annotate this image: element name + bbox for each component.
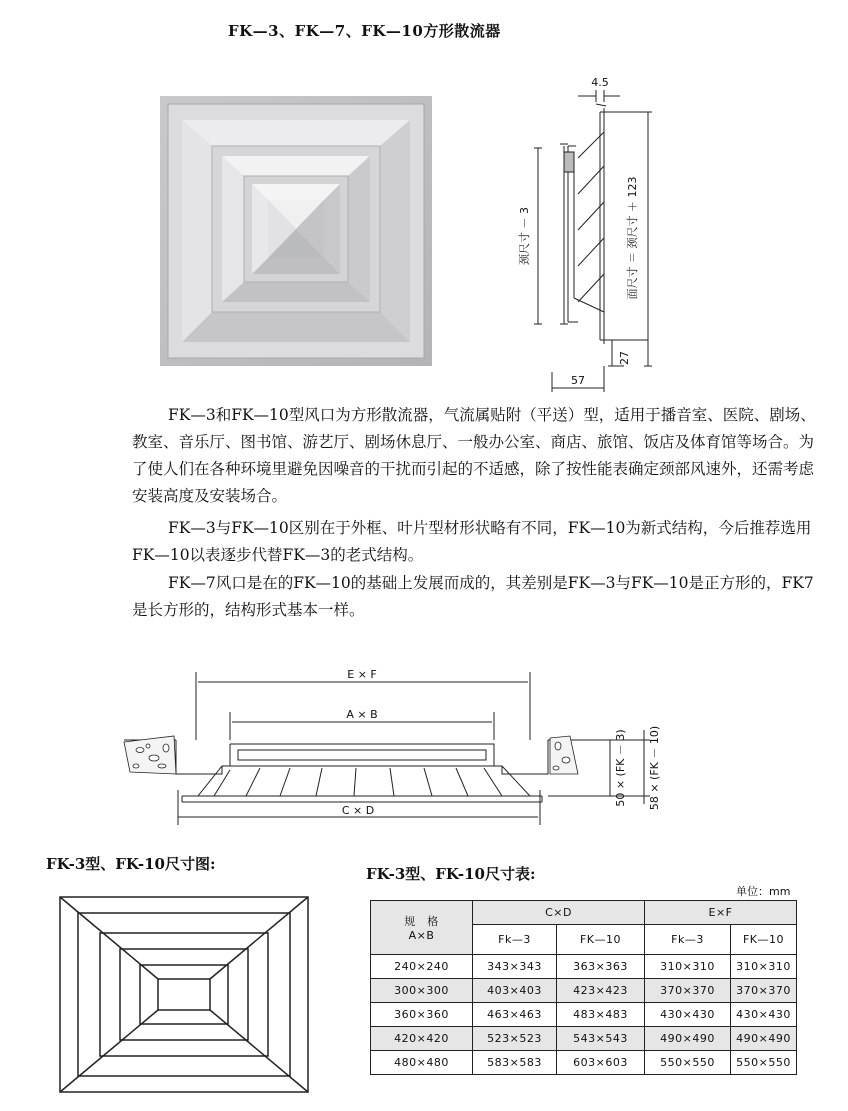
table-cell: 403×403 [473, 979, 557, 1003]
table-cell: 360×360 [371, 1003, 473, 1027]
diffuser-photo [160, 96, 432, 366]
plan-view-drawing [56, 893, 312, 1096]
table-cell: 490×490 [731, 1027, 797, 1051]
table-cell: 603×603 [557, 1051, 645, 1075]
dim-4-5: 4.5 [591, 76, 609, 89]
table-row [371, 955, 797, 979]
subheader-ef-fk10: FK—10 [731, 925, 797, 955]
neck-dimension-label: 颈尺寸 － 3 [518, 207, 531, 265]
table-cell: 583×583 [473, 1051, 557, 1075]
table-cell: 363×363 [557, 955, 645, 979]
table-cell: 343×343 [473, 955, 557, 979]
unit-label: 单位：mm [736, 885, 791, 898]
cross-section-drawing [110, 650, 690, 840]
table-cell: 523×523 [473, 1027, 557, 1051]
dimension-table [370, 900, 797, 1075]
table-row [371, 1003, 797, 1027]
table-cell: 490×490 [645, 1027, 731, 1051]
dim-e-x-f: E × F [347, 668, 377, 681]
table-cell: 310×310 [731, 955, 797, 979]
subheader-cd-fk10: FK—10 [557, 925, 645, 955]
table-cell: 550×550 [645, 1051, 731, 1075]
header-e-x-f: E×F [645, 901, 797, 925]
dim-a-x-b: A × B [346, 708, 378, 721]
face-dimension-label: 面尺寸 ＝ 颈尺寸 ＋ 123 [626, 176, 639, 300]
table-cell: 430×430 [645, 1003, 731, 1027]
table-cell: 463×463 [473, 1003, 557, 1027]
table-cell: 550×550 [731, 1051, 797, 1075]
dim-fk10-height: 58 × (FK － 10) [648, 725, 661, 811]
table-row [371, 1027, 797, 1051]
paragraph-1: FK—3和FK—10型风口为方形散流器，气流属贴附（平送）型，适用于播音室、医院、剧场、教室、音乐厅、图书馆、游艺厅、剧场休息厅、一般办公室、商店、旅馆、饭店及体育馆等场合。为了使人们在各种环境里避免因噪音的干扰而引起的不适感，除了按性能表确定颈部风速外，还需考虑安装高度及安装场合。 [132, 406, 816, 505]
paragraph-2: FK—3与FK—10区别在于外框、叶片型材形状略有不同，FK—10为新式结构，今后推荐选用FK—10以表逐步代替FK—3的老式结构。 [132, 519, 812, 564]
dim-27: 27 [618, 351, 631, 365]
spec-header-text: 规 格 [404, 915, 439, 928]
header-c-x-d: C×D [473, 901, 645, 925]
dimension-table-label: FK-3型、FK-10尺寸表: [366, 865, 536, 883]
dim-c-x-d: C × D [341, 804, 375, 817]
table-row [371, 1051, 797, 1075]
paragraph-3: FK—7风口是在的FK—10的基础上发展而成的，其差别是FK—3与FK—10是正方形的，FK7是长方形的，结构形式基本一样。 [132, 574, 814, 619]
table-row [371, 979, 797, 1003]
table-cell: 543×543 [557, 1027, 645, 1051]
spec-header [371, 901, 473, 955]
section-drawing [508, 62, 708, 402]
plan-view-label: FK-3型、FK-10尺寸图: [46, 855, 216, 873]
table-cell: 300×300 [371, 979, 473, 1003]
table-cell: 370×370 [731, 979, 797, 1003]
table-cell: 420×420 [371, 1027, 473, 1051]
table-cell: 310×310 [645, 955, 731, 979]
table-cell: 370×370 [645, 979, 731, 1003]
spec-header-sub: A×B [408, 929, 435, 942]
table-cell: 430×430 [731, 1003, 797, 1027]
table-cell: 423×423 [557, 979, 645, 1003]
table-cell: 480×480 [371, 1051, 473, 1075]
dim-57: 57 [571, 374, 585, 387]
dim-fk3-height: 50 × (FK － 3) [614, 729, 627, 807]
table-cell: 483×483 [557, 1003, 645, 1027]
subheader-cd-fk3: Fk—3 [473, 925, 557, 955]
table-cell: 240×240 [371, 955, 473, 979]
page-title: FK—3、FK—7、FK—10方形散流器 [228, 22, 501, 40]
subheader-ef-fk3: Fk—3 [645, 925, 731, 955]
